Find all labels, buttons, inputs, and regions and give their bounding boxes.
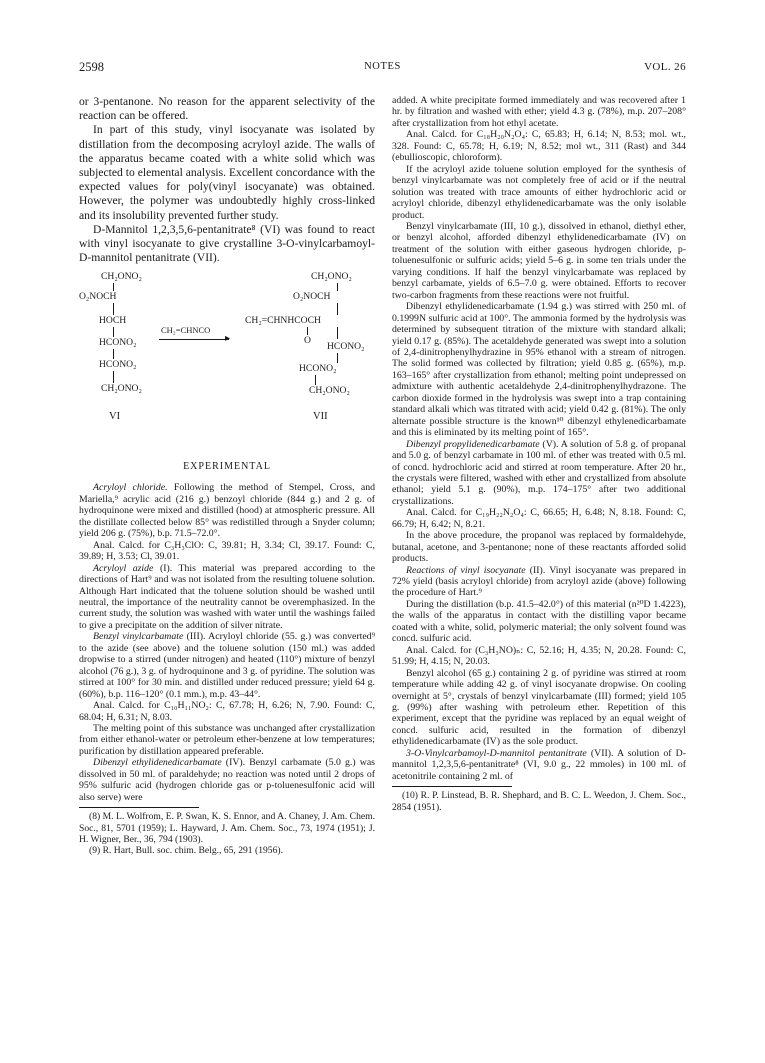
run-in-heading: 3-O-Vinylcarbamoyl-D-mannitol pentanitrate [406, 747, 587, 759]
analysis-line: Anal. Calcd. for C₁₈H₂₀N₂O₄: C, 65.83; H, 6.14; N, 8.53; mol. wt., 328. Found: C, 65.78; H, 6.19; N, 8.52; mol wt., 311 (Rast) and 344 (ebullioscopic, chloroform). [392, 129, 686, 164]
bond-line [337, 303, 338, 315]
reagent-label: CH₂=CHNCO [161, 325, 211, 336]
paragraph: Dibenzyl ethylidenedicarbamate (1.94 g.) was stirred with 250 ml. of 0.1999N sulfuric acid at 100°. The ammonia formed by the hydrolysis was determined by subsequent titration of the mixture with standard alkali; yield 0.17 g. (85%). The acetaldehyde generated was swept into a solution of 2,4-dinitrophenylhydrazine in 95% ethanol with a stream of nitrogen. The solid formed was collected by filtration; yield 0.85 g. (65%), m.p. 163–165° after crystallization from ethanol; melting point undepressed on admixture with authentic acetaldehyde 2,4-dinitrophenylhydrazone. The carbon dioxide formed in the hydrolysis was swept into a trap containing standard alkali which was titrated with acid; yield 0.42 g. (81%). The only alternate possible structure is the known¹⁰ dibenzyl ethylenedicarbamate and this is eliminated by its melting point of 165°. [392, 301, 686, 439]
compound-label-vi: VI [109, 411, 121, 423]
vi-formula-line: HCONO₂ [99, 337, 137, 349]
analysis-line: Anal. Calcd. for C₁₉H₂₂N₂O₄: C, 66.65; H, 6.48; N, 8.18. Found: C, 66.79; H, 6.42; N, 8.21. [392, 507, 686, 530]
vi-formula-line: HOCH [99, 315, 127, 327]
vi-formula-line: O₂NOCH [79, 291, 117, 303]
reaction-arrow [159, 339, 229, 340]
paragraph: Benzyl vinylcarbamate (III, 10 g.), dissolved in ethanol, diethyl ether, or benzyl alcohol, afforded dibenzyl ethylidenedicarbamate (IV) on treatment of the solution with either gaseous hydrogen chloride, p-toluenesulfonic or sulfuric acids; yield 5–6 g. in some ten trials under the varying conditions. If half the benzyl vinylcarbamate was replaced by benzyl carbamate, yields of 6.5–7.0 g. were obtained. Efforts to recover two-carbon fragments from these reactions were not fruitful. [392, 220, 686, 301]
bond-line [315, 375, 316, 385]
paragraph: The melting point of this substance was unchanged after crystallization from either ethanol-water or petroleum ether-benzene at low temperatures; purification by distillation appeared preferable. [79, 722, 375, 757]
bond-line [337, 327, 338, 339]
run-in-heading: Acryloyl chloride. [93, 482, 168, 494]
run-in-heading: Dibenzyl ethylidenedicarbamate [93, 757, 222, 769]
paragraph [79, 482, 375, 539]
vii-formula-line: CH₂ONO₂ [309, 385, 350, 397]
paragraph [392, 565, 686, 599]
paragraph [392, 439, 686, 508]
reaction-equation [79, 267, 375, 455]
bond-line [307, 327, 308, 335]
vii-formula-line: O₂NOCH [293, 291, 331, 303]
vi-formula-line: CH₂ONO₂ [101, 271, 142, 283]
paragraph: or 3-pentanone. No reason for the apparent selectivity of the reaction can be offered. [79, 95, 375, 123]
paragraph [79, 757, 375, 803]
paragraph-text: (II). Vinyl isocyanate was prepared in 72% yield (basis acryloyl chloride) from acryloyl azide (above) following the procedure of Hart.⁹ [392, 564, 686, 599]
footnote: (8) M. L. Wolfrom, E. P. Swan, K. S. Ennor, and A. Chaney, J. Am. Chem. Soc., 81, 5701 (1959); L. Hayward, J. Am. Chem. Soc., 73, 1974 (1951); J. H. Wigner, Ber., 36, 794 (1903). [79, 811, 375, 845]
analysis-line: Anal. Calcd. for C₁₀H₁₁NO₂: C, 67.78; H, 6.26; N, 7.90. Found: C, 68.04; H, 6.31; N, 8.03. [79, 700, 375, 723]
footnote-rule [392, 786, 512, 787]
paragraph: In part of this study, vinyl isocyanate was isolated by distillation from the decomposing acryloyl azide. The walls of the apparatus became coated with a white solid which was subjected to elemental analysis. Excellent concordance with the expected values for poly(vinyl isocyanate) was obtained. However, the polymer was undoubtedly highly cross-linked and its insolubility prevented further study. [79, 123, 375, 222]
paragraph: In the above procedure, the propanol was replaced by formaldehyde, butanal, acetone, and 3-pentanone; none of these reactants afforded solid products. [392, 530, 686, 565]
page-header [79, 60, 686, 78]
vii-formula-line: HCONO₂ [299, 363, 337, 375]
paragraph: During the distillation (b.p. 41.5–42.0°) of this material (n²⁰D 1.4223), the walls of the apparatus in contact with the distilling vapor became coated with a white, solid, polymeric material; the only solvent found was concd. sulfuric acid. [392, 598, 686, 645]
vii-carbonyl-oxygen: O [304, 335, 311, 347]
run-in-heading: Dibenzyl propylidenedicarbamate [406, 438, 540, 450]
analysis-line: Anal. Calcd. for (C₃H₃NO)ₙ: C, 52.16; H, 4.35; N, 20.28. Found: C, 51.99; H, 4.15; N, 20.03. [392, 644, 686, 668]
paragraph: Benzyl alcohol (65 g.) containing 2 g. of pyridine was stirred at room temperature while adding 42 g. of vinyl isocyanate dropwise. On cooling overnight at 5°, crystals of benzyl vinylcarbamate (III) formed; yield 105 g. (99%) after washing with petroleum ether. Repetition of this experiment, except that the pyridine was replaced by an equal weight of concd. sulfuric acid, resulted in the formation of dibenzyl ethylidenedicarbamate (IV) as the sole product. [392, 667, 686, 748]
bond-line [337, 353, 338, 363]
vi-formula-line: CH₂ONO₂ [101, 383, 142, 395]
page-number: 2598 [79, 60, 104, 74]
run-in-heading: Benzyl vinylcarbamate [93, 631, 184, 643]
footnote: (10) R. P. Linstead, B. R. Shephard, and B. C. L. Weedon, J. Chem. Soc., 2854 (1951). [392, 790, 686, 813]
paragraph-text: (VII). A solution of D-mannitol 1,2,3,5,6-pentanitrate⁸ (VI, 9.0 g., 22 mmoles) in 100 ml. of acetonitrile containing 2 ml. of [392, 747, 687, 782]
vii-formula-line: HCONO₂ [327, 341, 365, 353]
left-column [79, 95, 375, 857]
paragraph: D-Mannitol 1,2,3,5,6-pentanitrate⁸ (VI) was found to react with vinyl isocyanate to give crystalline 3-O-vinylcarbamoyl-D-mannitol pentanitrate (VII). [79, 222, 375, 265]
running-title: NOTES [364, 61, 401, 72]
paragraph-text: (V). A solution of 5.8 g. of propanal and 5.0 g. of benzyl carbamate in 100 ml. of ether was treated with 0.5 ml. of concd. hydrochloric acid and stirred at room temperature. After 20 hr., the crystals were filtered, washed with ether and crystallized from absolute ethanol; yield 5.1 g. (90%), m.p. 174–175° after two additional crystallizations. [392, 438, 686, 507]
section-heading: EXPERIMENTAL [183, 461, 271, 473]
bond-line [113, 327, 114, 337]
bond-line [337, 283, 338, 291]
paragraph: If the acryloyl azide toluene solution employed for the synthesis of benzyl vinylcarbamate was not completely free of acid or if the neutral solution was treated with trace amounts of either hydrochloric acid or acryloyl chloride, dibenzyl ethylidenedicarbamate was the only isolable product. [392, 163, 686, 221]
paragraph [79, 631, 375, 700]
paragraph [79, 563, 375, 632]
compound-label-vii: VII [313, 411, 328, 423]
vii-formula-line: CH₂=CHNHCOCH [245, 315, 321, 327]
paragraph-text: (IV). Benzyl carbamate (5.0 g.) was dissolved in 50 ml. of paraldehyde; no reaction was noted until 2 drops of 95% sulfuric acid (hydrogen chloride gas or p-toluenesulfonic acid will also serve) were [79, 757, 375, 803]
paragraph-text: (I). This material was prepared according to the directions of Hart⁹ and was not isolated from the resulting toluene solution. Although Hart indicated that the toluene solution should be washed until neutral, the importance of the neutrality cannot be overemphasized. In the current study, the solution was washed with water until the washings failed to give a precipitate on the addition of silver nitrate. [79, 562, 375, 631]
paragraph [392, 748, 686, 782]
volume-label: VOL. 26 [644, 61, 686, 73]
paragraph-text: (III). Acryloyl chloride (55. g.) was converted⁹ to the azide (see above) and the toluene solution (150 ml.) was added dropwise to a stirred (under nitrogen) and heated (110°) mixture of benzyl alcohol (76 g.), 3 g. of hydroquinone and 3 g. of pyridine. The solution was stirred at 100° for 30 min. and distilled under reduced pressure; yield 64 g. (60%), b.p. 116–120° (0.1 mm.), m.p. 43–44°. [79, 631, 375, 700]
arrow-head-icon: ▸ [225, 333, 231, 345]
run-in-heading: Reactions of vinyl isocyanate [406, 564, 526, 576]
vii-formula-line: CH₂ONO₂ [311, 271, 352, 283]
right-column [392, 95, 686, 813]
bond-line [113, 349, 114, 359]
bond-line [113, 371, 114, 383]
analysis-line: Anal. Calcd. for C₃H₃ClO: C, 39.81; H, 3.34; Cl, 39.17. Found: C, 39.89; H, 3.53; Cl, 39.01. [79, 539, 375, 563]
footnote: (9) R. Hart, Bull. soc. chim. Belg., 65, 291 (1956). [89, 845, 283, 857]
bond-line [113, 283, 114, 291]
paragraph-text: Following the method of Stempel, Cross, and Mariella,⁹ acrylic acid (216 g.) benzoyl chloride (844 g.) and 2 g. of hydroquinone were mixed and distilled (hood) at atmospheric pressure. All the distillate collected below 85° was redistilled through a Snyder column; yield 206 g. (75%), b.p. 71.5–72.0°. [79, 482, 375, 540]
bond-line [113, 303, 114, 315]
footnote-rule [79, 807, 199, 808]
run-in-heading: Acryloyl azide [93, 562, 154, 574]
paragraph: added. A white precipitate formed immediately and was recovered after 1 hr. by filtration and washed with ether; yield 4.3 g. (78%), m.p. 207–208° after crystallization from hot ethyl acetate. [392, 95, 686, 129]
vi-formula-line: HCONO₂ [99, 359, 137, 371]
